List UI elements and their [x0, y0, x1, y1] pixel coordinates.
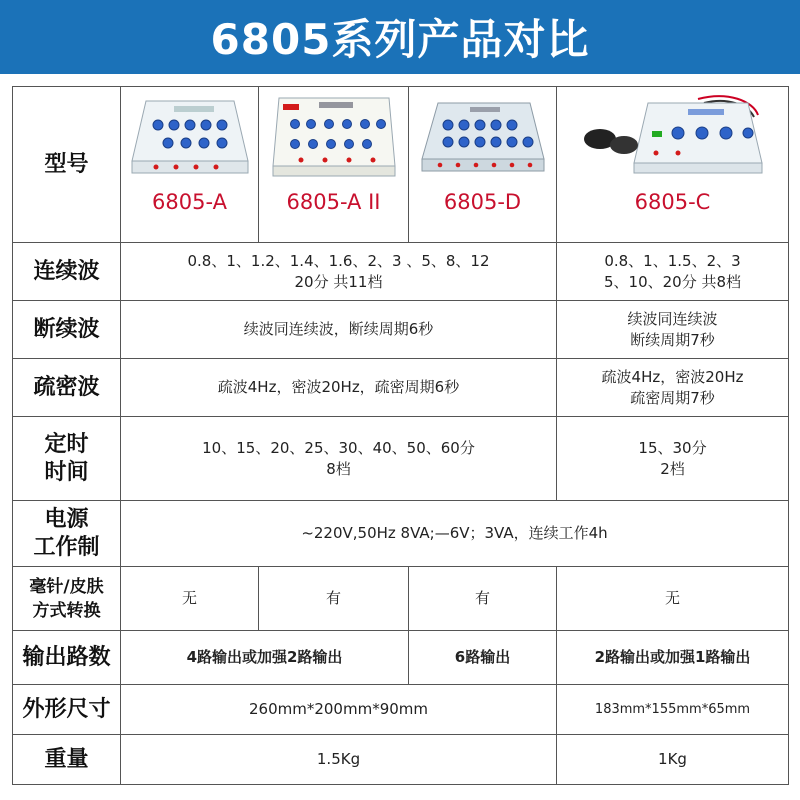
cell-line: 疏波4Hz，密波20Hz [601, 367, 744, 386]
weight-abd: 1.5Kg [121, 735, 557, 785]
header-output: 输出路数 [13, 631, 121, 685]
row-continuous [13, 243, 789, 301]
timer-c [557, 417, 789, 501]
header-line: 毫针/皮肤 [29, 576, 104, 597]
cell-line: 5、10、20分 共8档 [603, 272, 742, 291]
output-a-a2: 4路输出或加强2路输出 [121, 631, 409, 685]
switch-mode-c: 无 [557, 567, 789, 631]
model-name: 6805-D [443, 190, 522, 214]
header-line: 电源 [44, 506, 89, 532]
intermittent-c [557, 301, 789, 359]
device-6805-c-icon [578, 91, 768, 183]
row-switch-mode [13, 567, 789, 631]
cell-line: 续波同连续波 [627, 309, 718, 328]
model-name: 6805-C [634, 190, 711, 214]
size-abd: 260mm*200mm*90mm [121, 685, 557, 735]
header-intermittent: 断续波 [13, 301, 121, 359]
weight-c: 1Kg [557, 735, 789, 785]
header-line: 工作制 [33, 534, 100, 560]
model-6805-a2 [259, 87, 409, 243]
device-6805-a2-icon [269, 94, 399, 180]
cell-line: 0.8、1、1.5、2、3 [604, 251, 741, 270]
page-title: 6805系列产品对比 [210, 15, 590, 64]
cell-line: 8档 [326, 459, 351, 478]
power-all: ~220V,50Hz 8VA;—6V；3VA，连续工作4h [121, 501, 789, 567]
timer-abd [121, 417, 557, 501]
header-timer [13, 417, 121, 501]
header-power [13, 501, 121, 567]
size-c: 183mm*155mm*65mm [557, 685, 789, 735]
cell-line: 疏密周期7秒 [630, 388, 715, 407]
row-intermittent [13, 301, 789, 359]
header-line: 时间 [44, 459, 89, 485]
switch-mode-a2: 有 [259, 567, 409, 631]
header-continuous: 连续波 [13, 243, 121, 301]
header-dense-sparse: 疏密波 [13, 359, 121, 417]
cell-line: 10、15、20、25、30、40、50、60分 [202, 438, 475, 457]
header-line: 方式转换 [32, 600, 101, 621]
row-power [13, 501, 789, 567]
switch-mode-d: 有 [409, 567, 557, 631]
row-dense-sparse [13, 359, 789, 417]
row-output [13, 631, 789, 685]
title-banner [0, 0, 800, 74]
comparison-table [12, 86, 789, 785]
model-6805-d [409, 87, 557, 243]
cell-line: 2档 [660, 459, 685, 478]
header-switch-mode [13, 567, 121, 631]
device-6805-a-icon [128, 95, 252, 179]
row-timer [13, 417, 789, 501]
dense-sparse-abd: 疏波4Hz，密波20Hz，疏密周期6秒 [121, 359, 557, 417]
cell-line: 0.8、1、1.2、1.4、1.6、2、3 、5、8、12 [187, 251, 490, 270]
header-weight: 重量 [13, 735, 121, 785]
dense-sparse-c [557, 359, 789, 417]
row-size [13, 685, 789, 735]
device-6805-d-icon [418, 97, 548, 177]
row-weight [13, 735, 789, 785]
header-size: 外形尺寸 [13, 685, 121, 735]
output-d: 6路输出 [409, 631, 557, 685]
model-6805-a [121, 87, 259, 243]
cell-line: 断续周期7秒 [630, 330, 715, 349]
switch-mode-a: 无 [121, 567, 259, 631]
continuous-abd [121, 243, 557, 301]
output-c: 2路输出或加强1路输出 [557, 631, 789, 685]
cell-line: 15、30分 [638, 438, 707, 457]
cell-line: 20分 共11档 [294, 272, 383, 291]
continuous-c [557, 243, 789, 301]
model-name: 6805-A [152, 190, 227, 214]
intermittent-abd: 续波同连续波，断续周期6秒 [121, 301, 557, 359]
model-6805-c [557, 87, 789, 243]
row-model [13, 87, 789, 243]
model-name: 6805-A II [286, 190, 381, 214]
header-model: 型号 [13, 87, 121, 243]
header-line: 定时 [44, 431, 89, 457]
